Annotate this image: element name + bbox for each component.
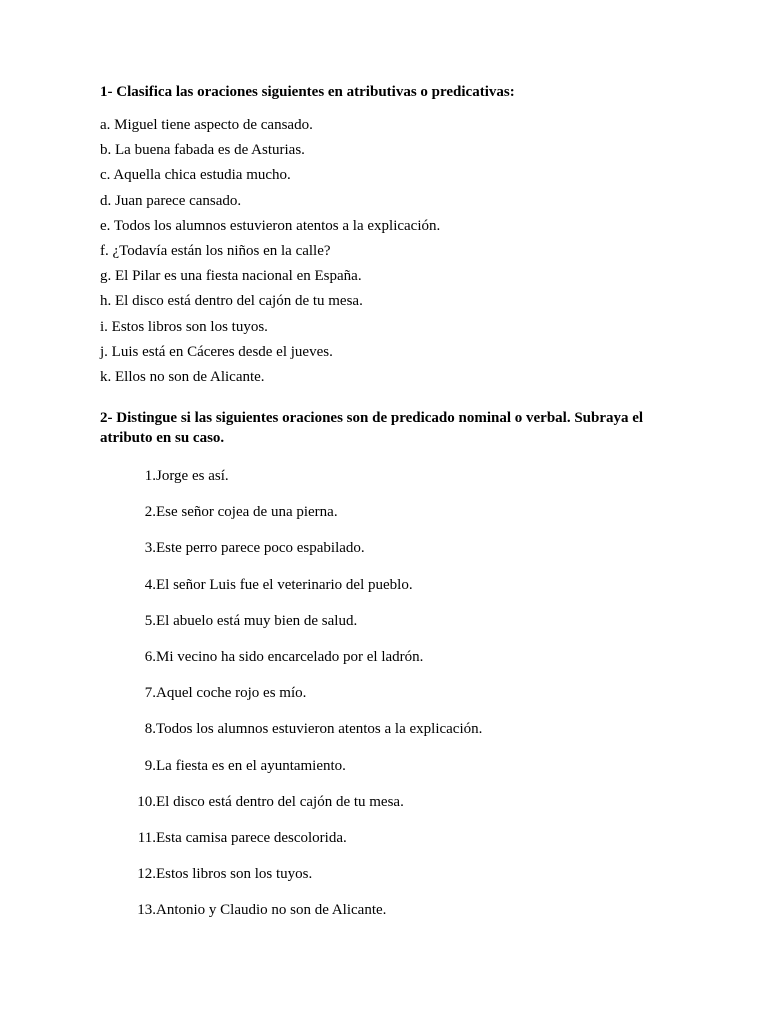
list-item bbox=[100, 538, 365, 574]
item-number: 9. bbox=[144, 757, 156, 774]
item-text: Estos libros son los tuyos. bbox=[156, 866, 313, 883]
section1-heading: 1- Clasifica las oraciones siguientes en atributivas o predicativas: bbox=[100, 84, 515, 100]
list-item: j. Luis está en Cáceres desde el jueves. bbox=[100, 343, 333, 360]
item-number: 7. bbox=[144, 685, 156, 702]
item-number: 12. bbox=[137, 866, 156, 883]
item-text: Ese señor cojea de una pierna. bbox=[156, 504, 338, 521]
list-item bbox=[100, 647, 424, 683]
list-item: b. La buena fabada es de Asturias. bbox=[100, 142, 305, 159]
list-item bbox=[100, 719, 483, 755]
list-item: i. Estos libros son los tuyos. bbox=[100, 318, 268, 335]
list-item: k. Ellos no son de Alicante. bbox=[100, 368, 265, 385]
list-item bbox=[100, 575, 413, 611]
item-text: La fiesta es en el ayuntamiento. bbox=[156, 757, 346, 774]
list-item bbox=[100, 792, 404, 828]
item-text: Este perro parece poco espabilado. bbox=[156, 540, 365, 557]
item-number: 4. bbox=[144, 576, 156, 593]
list-item bbox=[100, 683, 307, 719]
item-text: El disco está dentro del cajón de tu mesa. bbox=[156, 793, 404, 810]
item-text: Jorge es así. bbox=[156, 468, 229, 484]
section2-heading: 2- Distingue si las siguientes oraciones son de predicado nominal o verbal. Subraya el atributo en su caso. bbox=[100, 410, 644, 446]
list-item: a. Miguel tiene aspecto de cansado. bbox=[100, 117, 313, 133]
list-item bbox=[100, 828, 347, 864]
item-text: Todos los alumnos estuvieron atentos a la explicación. bbox=[156, 721, 483, 738]
item-text: El señor Luis fue el veterinario del pueblo. bbox=[156, 576, 413, 593]
item-number: 6. bbox=[144, 648, 156, 665]
list-item bbox=[100, 900, 387, 936]
item-text: Mi vecino ha sido encarcelado por el ladrón. bbox=[156, 648, 424, 665]
item-number: 11. bbox=[137, 829, 156, 846]
item-text: El abuelo está muy bien de salud. bbox=[156, 612, 358, 629]
section1-list bbox=[100, 115, 440, 392]
list-item: g. El Pilar es una fiesta nacional en España. bbox=[100, 268, 362, 285]
item-text: Esta camisa parece descolorida. bbox=[156, 829, 347, 846]
list-item: f. ¿Todavía están los niños en la calle? bbox=[100, 242, 331, 259]
item-text: Aquel coche rojo es mío. bbox=[156, 685, 307, 702]
item-number: 5. bbox=[144, 612, 156, 629]
list-item: e. Todos los alumnos estuvieron atentos a la explicación. bbox=[100, 217, 441, 234]
section2-list bbox=[100, 466, 483, 936]
item-number: 10. bbox=[137, 793, 156, 810]
item-text: Antonio y Claudio no son de Alicante. bbox=[156, 902, 387, 919]
list-item: c. Aquella chica estudia mucho. bbox=[100, 167, 291, 184]
list-item bbox=[100, 756, 346, 792]
item-number: 3. bbox=[144, 540, 156, 557]
list-item bbox=[100, 864, 313, 900]
item-number: 13. bbox=[137, 902, 156, 919]
item-number: 1. bbox=[144, 468, 156, 484]
list-item bbox=[100, 502, 338, 538]
item-number: 8. bbox=[144, 721, 156, 738]
list-item bbox=[100, 611, 358, 647]
list-item: d. Juan parece cansado. bbox=[100, 192, 242, 209]
list-item: h. El disco está dentro del cajón de tu mesa. bbox=[100, 293, 363, 310]
list-item bbox=[100, 466, 229, 502]
item-number: 2. bbox=[144, 504, 156, 521]
